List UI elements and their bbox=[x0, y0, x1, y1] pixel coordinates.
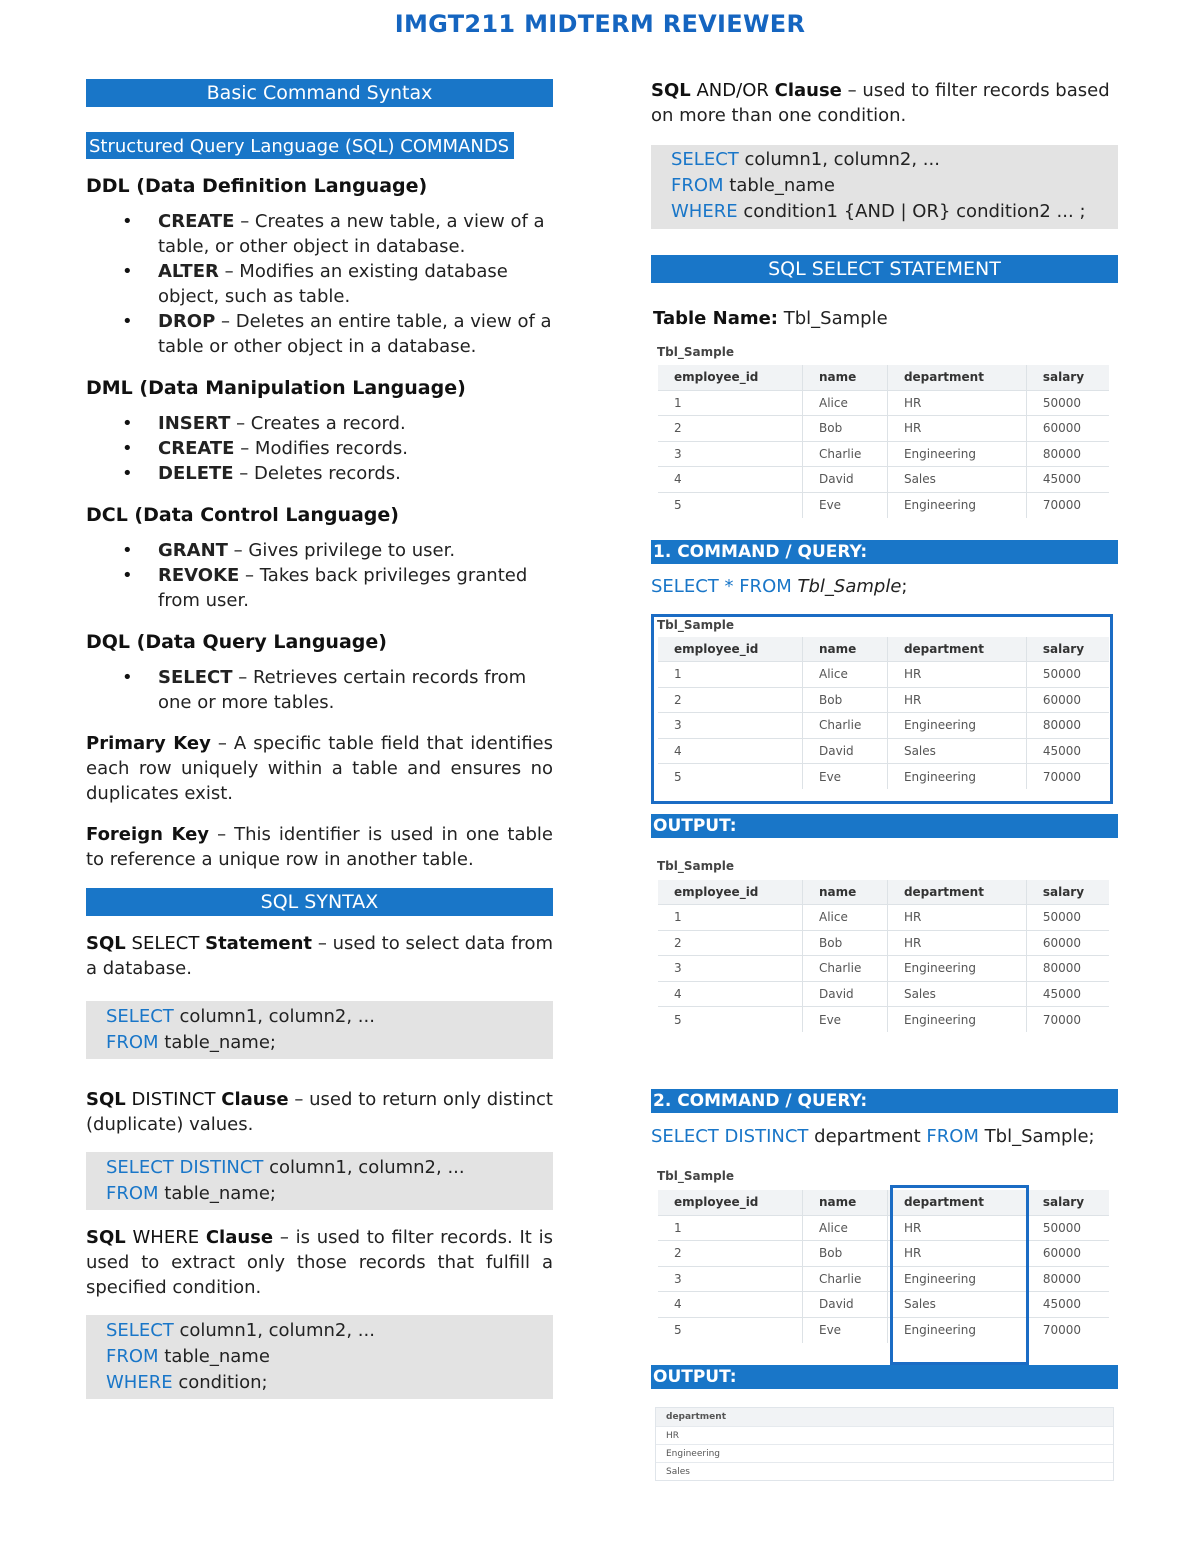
table-cell: 80000 bbox=[1026, 956, 1109, 982]
primary-key-definition: Primary Key – A specific table field that identifies each row uniquely within a table and ensures no duplicates exist. bbox=[86, 733, 554, 804]
table-cell: Charlie bbox=[803, 1266, 888, 1292]
table-row bbox=[658, 1007, 1109, 1033]
column-header: name bbox=[803, 637, 888, 662]
banner-sql-select-statement: SQL SELECT STATEMENT bbox=[651, 255, 1118, 283]
table-cell: Engineering bbox=[887, 956, 1026, 982]
column-header: salary bbox=[1026, 637, 1109, 662]
table-cell: HR bbox=[887, 905, 1026, 931]
table-cell: 4 bbox=[658, 1292, 803, 1318]
table-cell: Engineering bbox=[887, 1317, 1026, 1343]
list-item: • DELETE – Deletes records. bbox=[86, 461, 553, 486]
where-clause-description: SQL WHERE Clause – is used to filter records. It is used to extract only those records that fulfill a specified condition. bbox=[86, 1227, 553, 1298]
table-cell: 5 bbox=[658, 1007, 803, 1033]
code-block-select: SELECT column1, column2, ... FROM table_name; bbox=[86, 1001, 553, 1059]
table-cell: 80000 bbox=[1026, 441, 1109, 467]
table-caption: Tbl_Sample bbox=[657, 1169, 734, 1183]
table-cell: 60000 bbox=[1026, 930, 1109, 956]
table-cell: HR bbox=[887, 687, 1026, 713]
column-header: employee_id bbox=[658, 637, 803, 662]
table-cell: Eve bbox=[803, 1317, 888, 1343]
column-header: name bbox=[803, 880, 888, 905]
list-item: • CREATE – Creates a new table, a view of a table, or other object in database. bbox=[86, 209, 553, 259]
table-cell: 1 bbox=[658, 662, 803, 688]
highlight-box bbox=[890, 1185, 1029, 1365]
sample-table bbox=[658, 365, 1109, 518]
table-cell: Bob bbox=[803, 687, 888, 713]
column-header: name bbox=[803, 365, 888, 390]
query-2: SELECT DISTINCT department FROM Tbl_Sample; bbox=[651, 1126, 1095, 1147]
dml-heading: DML (Data Manipulation Language) bbox=[86, 377, 466, 399]
table-cell: Sales bbox=[887, 1292, 1026, 1318]
dcl-heading: DCL (Data Control Language) bbox=[86, 504, 399, 526]
column-header: salary bbox=[1026, 1190, 1109, 1215]
banner-sql-syntax: SQL SYNTAX bbox=[86, 888, 553, 916]
table-cell: Eve bbox=[803, 764, 888, 790]
list-item: • INSERT – Creates a record. bbox=[86, 411, 553, 436]
highlight-box bbox=[651, 614, 1113, 804]
table-cell: Sales bbox=[887, 738, 1026, 764]
list-item: • GRANT – Gives privilege to user. bbox=[86, 538, 553, 563]
table-cell: 45000 bbox=[1026, 738, 1109, 764]
code-block-where: SELECT column1, column2, ... FROM table_name WHERE condition; bbox=[86, 1315, 553, 1399]
table-row bbox=[658, 416, 1109, 442]
banner-basic-command-syntax: Basic Command Syntax bbox=[86, 79, 553, 107]
output-2-list bbox=[655, 1407, 1114, 1481]
column-header: employee_id bbox=[658, 1190, 803, 1215]
table-row bbox=[658, 390, 1109, 416]
table-cell: David bbox=[803, 467, 888, 493]
column-header: employee_id bbox=[658, 365, 803, 390]
table-cell: Sales bbox=[887, 467, 1026, 493]
table-cell: Sales bbox=[887, 981, 1026, 1007]
table-cell: HR bbox=[887, 1215, 1026, 1241]
table-cell: David bbox=[803, 981, 888, 1007]
table-cell: 45000 bbox=[1026, 1292, 1109, 1318]
table-name-line: Table Name: Tbl_Sample bbox=[653, 308, 888, 329]
banner-command-2: 2. COMMAND / QUERY: bbox=[651, 1089, 1118, 1113]
sample-table bbox=[658, 880, 1109, 1033]
table-cell: 80000 bbox=[1026, 713, 1109, 739]
table-cell: 5 bbox=[658, 1317, 803, 1343]
table-cell: 4 bbox=[658, 467, 803, 493]
table-caption: Tbl_Sample bbox=[657, 617, 734, 632]
table-cell: 1 bbox=[658, 905, 803, 931]
left-column bbox=[86, 79, 553, 1399]
table-cell: 3 bbox=[658, 1266, 803, 1292]
table-row bbox=[658, 956, 1109, 982]
table-cell: 50000 bbox=[1026, 905, 1109, 931]
table-cell: Charlie bbox=[803, 441, 888, 467]
table-cell: 3 bbox=[658, 713, 803, 739]
table-cell: Alice bbox=[803, 1215, 888, 1241]
ddl-heading: DDL (Data Definition Language) bbox=[86, 175, 428, 197]
table-cell: Engineering bbox=[887, 713, 1026, 739]
table-cell: 60000 bbox=[1026, 416, 1109, 442]
table-cell: 1 bbox=[658, 390, 803, 416]
table-cell: Charlie bbox=[803, 713, 888, 739]
table-row bbox=[658, 1215, 1109, 1241]
code-block-and-or: SELECT column1, column2, ... FROM table_name WHERE condition1 {AND | OR} condition2 ... ; bbox=[651, 145, 1118, 229]
table-cell: 2 bbox=[658, 687, 803, 713]
dcl-list bbox=[86, 538, 553, 613]
table-cell: HR bbox=[887, 930, 1026, 956]
code-block-distinct: SELECT DISTINCT column1, column2, ... FROM table_name; bbox=[86, 1152, 553, 1210]
table-cell: 2 bbox=[658, 416, 803, 442]
table-row bbox=[658, 930, 1109, 956]
query-1-table-block bbox=[651, 614, 1118, 804]
table-row bbox=[658, 441, 1109, 467]
sample-table bbox=[658, 1190, 1109, 1343]
query-1: SELECT * FROM Tbl_Sample; bbox=[651, 575, 908, 597]
dml-list bbox=[86, 411, 553, 486]
table-caption: Tbl_Sample bbox=[657, 345, 734, 359]
table-cell: David bbox=[803, 738, 888, 764]
dql-list bbox=[86, 665, 553, 715]
output-header: department bbox=[656, 1408, 1113, 1426]
table-cell: Engineering bbox=[887, 764, 1026, 790]
table-cell: 2 bbox=[658, 1241, 803, 1267]
output-1-table-block bbox=[651, 859, 1118, 1033]
sample-table-block bbox=[651, 345, 1118, 518]
table-cell: 3 bbox=[658, 441, 803, 467]
output-row: Sales bbox=[656, 1462, 1113, 1480]
banner-sql-commands: Structured Query Language (SQL) COMMANDS bbox=[86, 132, 514, 159]
table-cell: Engineering bbox=[887, 1266, 1026, 1292]
column-header: department bbox=[887, 880, 1026, 905]
table-row bbox=[658, 1266, 1109, 1292]
table-cell: 45000 bbox=[1026, 467, 1109, 493]
column-header: salary bbox=[1026, 365, 1109, 390]
table-cell: 60000 bbox=[1026, 687, 1109, 713]
column-header: department bbox=[887, 365, 1026, 390]
table-cell: 80000 bbox=[1026, 1266, 1109, 1292]
table-cell: Alice bbox=[803, 905, 888, 931]
banner-output-1: OUTPUT: bbox=[651, 814, 1118, 838]
table-cell: Bob bbox=[803, 416, 888, 442]
column-header: department bbox=[887, 1190, 1026, 1215]
right-column bbox=[651, 78, 1118, 1481]
column-header: name bbox=[803, 1190, 888, 1215]
table-cell: 50000 bbox=[1026, 662, 1109, 688]
table-cell: Eve bbox=[803, 1007, 888, 1033]
table-row bbox=[658, 1241, 1109, 1267]
table-cell: 5 bbox=[658, 764, 803, 790]
table-cell: 70000 bbox=[1026, 492, 1109, 518]
table-cell: Bob bbox=[803, 930, 888, 956]
list-item: • ALTER – Modifies an existing database object, such as table. bbox=[86, 259, 553, 309]
list-item: • REVOKE – Takes back privileges granted from user. bbox=[86, 563, 553, 613]
table-cell: 70000 bbox=[1026, 1007, 1109, 1033]
table-cell: 70000 bbox=[1026, 764, 1109, 790]
table-row bbox=[658, 467, 1109, 493]
dql-heading: DQL (Data Query Language) bbox=[86, 631, 387, 653]
table-cell: Engineering bbox=[887, 1007, 1026, 1033]
page-title: IMGT211 MIDTERM REVIEWER bbox=[394, 10, 806, 38]
table-cell: Eve bbox=[803, 492, 888, 518]
list-item: • SELECT – Retrieves certain records from one or more tables. bbox=[86, 665, 553, 715]
table-cell: 5 bbox=[658, 492, 803, 518]
query-2-table-block bbox=[651, 1169, 1118, 1343]
table-cell: Alice bbox=[803, 390, 888, 416]
distinct-clause-description: SQL DISTINCT Clause – used to return only distinct (duplicate) values. bbox=[86, 1089, 553, 1135]
table-cell: HR bbox=[887, 662, 1026, 688]
table-cell: 4 bbox=[658, 981, 803, 1007]
table-cell: 50000 bbox=[1026, 390, 1109, 416]
table-cell: 4 bbox=[658, 738, 803, 764]
table-cell: HR bbox=[887, 1241, 1026, 1267]
banner-output-2: OUTPUT: bbox=[651, 1365, 1118, 1389]
list-item: • CREATE – Modifies records. bbox=[86, 436, 553, 461]
table-row bbox=[658, 981, 1109, 1007]
table-cell: Bob bbox=[803, 1241, 888, 1267]
table-cell: 60000 bbox=[1026, 1241, 1109, 1267]
table-cell: David bbox=[803, 1292, 888, 1318]
banner-command-1: 1. COMMAND / QUERY: bbox=[651, 540, 1118, 564]
table-row bbox=[658, 492, 1109, 518]
table-cell: 1 bbox=[658, 1215, 803, 1241]
table-cell: Engineering bbox=[887, 441, 1026, 467]
table-cell: Alice bbox=[803, 662, 888, 688]
table-cell: 70000 bbox=[1026, 1317, 1109, 1343]
table-cell: HR bbox=[887, 416, 1026, 442]
table-cell: 45000 bbox=[1026, 981, 1109, 1007]
list-item: • DROP – Deletes an entire table, a view of a table or other object in a database. bbox=[86, 309, 553, 359]
ddl-list bbox=[86, 209, 553, 359]
table-cell: Engineering bbox=[887, 492, 1026, 518]
table-caption: Tbl_Sample bbox=[657, 858, 734, 873]
table-cell: 50000 bbox=[1026, 1215, 1109, 1241]
table-row bbox=[658, 1317, 1109, 1343]
output-row: HR bbox=[656, 1426, 1113, 1444]
table-cell: HR bbox=[887, 390, 1026, 416]
table-cell: 2 bbox=[658, 930, 803, 956]
column-header: salary bbox=[1026, 880, 1109, 905]
column-header: department bbox=[887, 637, 1026, 662]
output-row: Engineering bbox=[656, 1444, 1113, 1462]
column-header: employee_id bbox=[658, 880, 803, 905]
and-or-clause-description: SQL AND/OR Clause – used to filter records based on more than one condition. bbox=[651, 80, 1110, 126]
foreign-key-definition: Foreign Key – This identifier is used in one table to reference a unique row in another table. bbox=[86, 824, 553, 870]
table-cell: 3 bbox=[658, 956, 803, 982]
select-statement-description: SQL SELECT Statement – used to select data from a database. bbox=[86, 933, 553, 979]
table-row bbox=[658, 1292, 1109, 1318]
table-row bbox=[658, 905, 1109, 931]
table-cell: Charlie bbox=[803, 956, 888, 982]
